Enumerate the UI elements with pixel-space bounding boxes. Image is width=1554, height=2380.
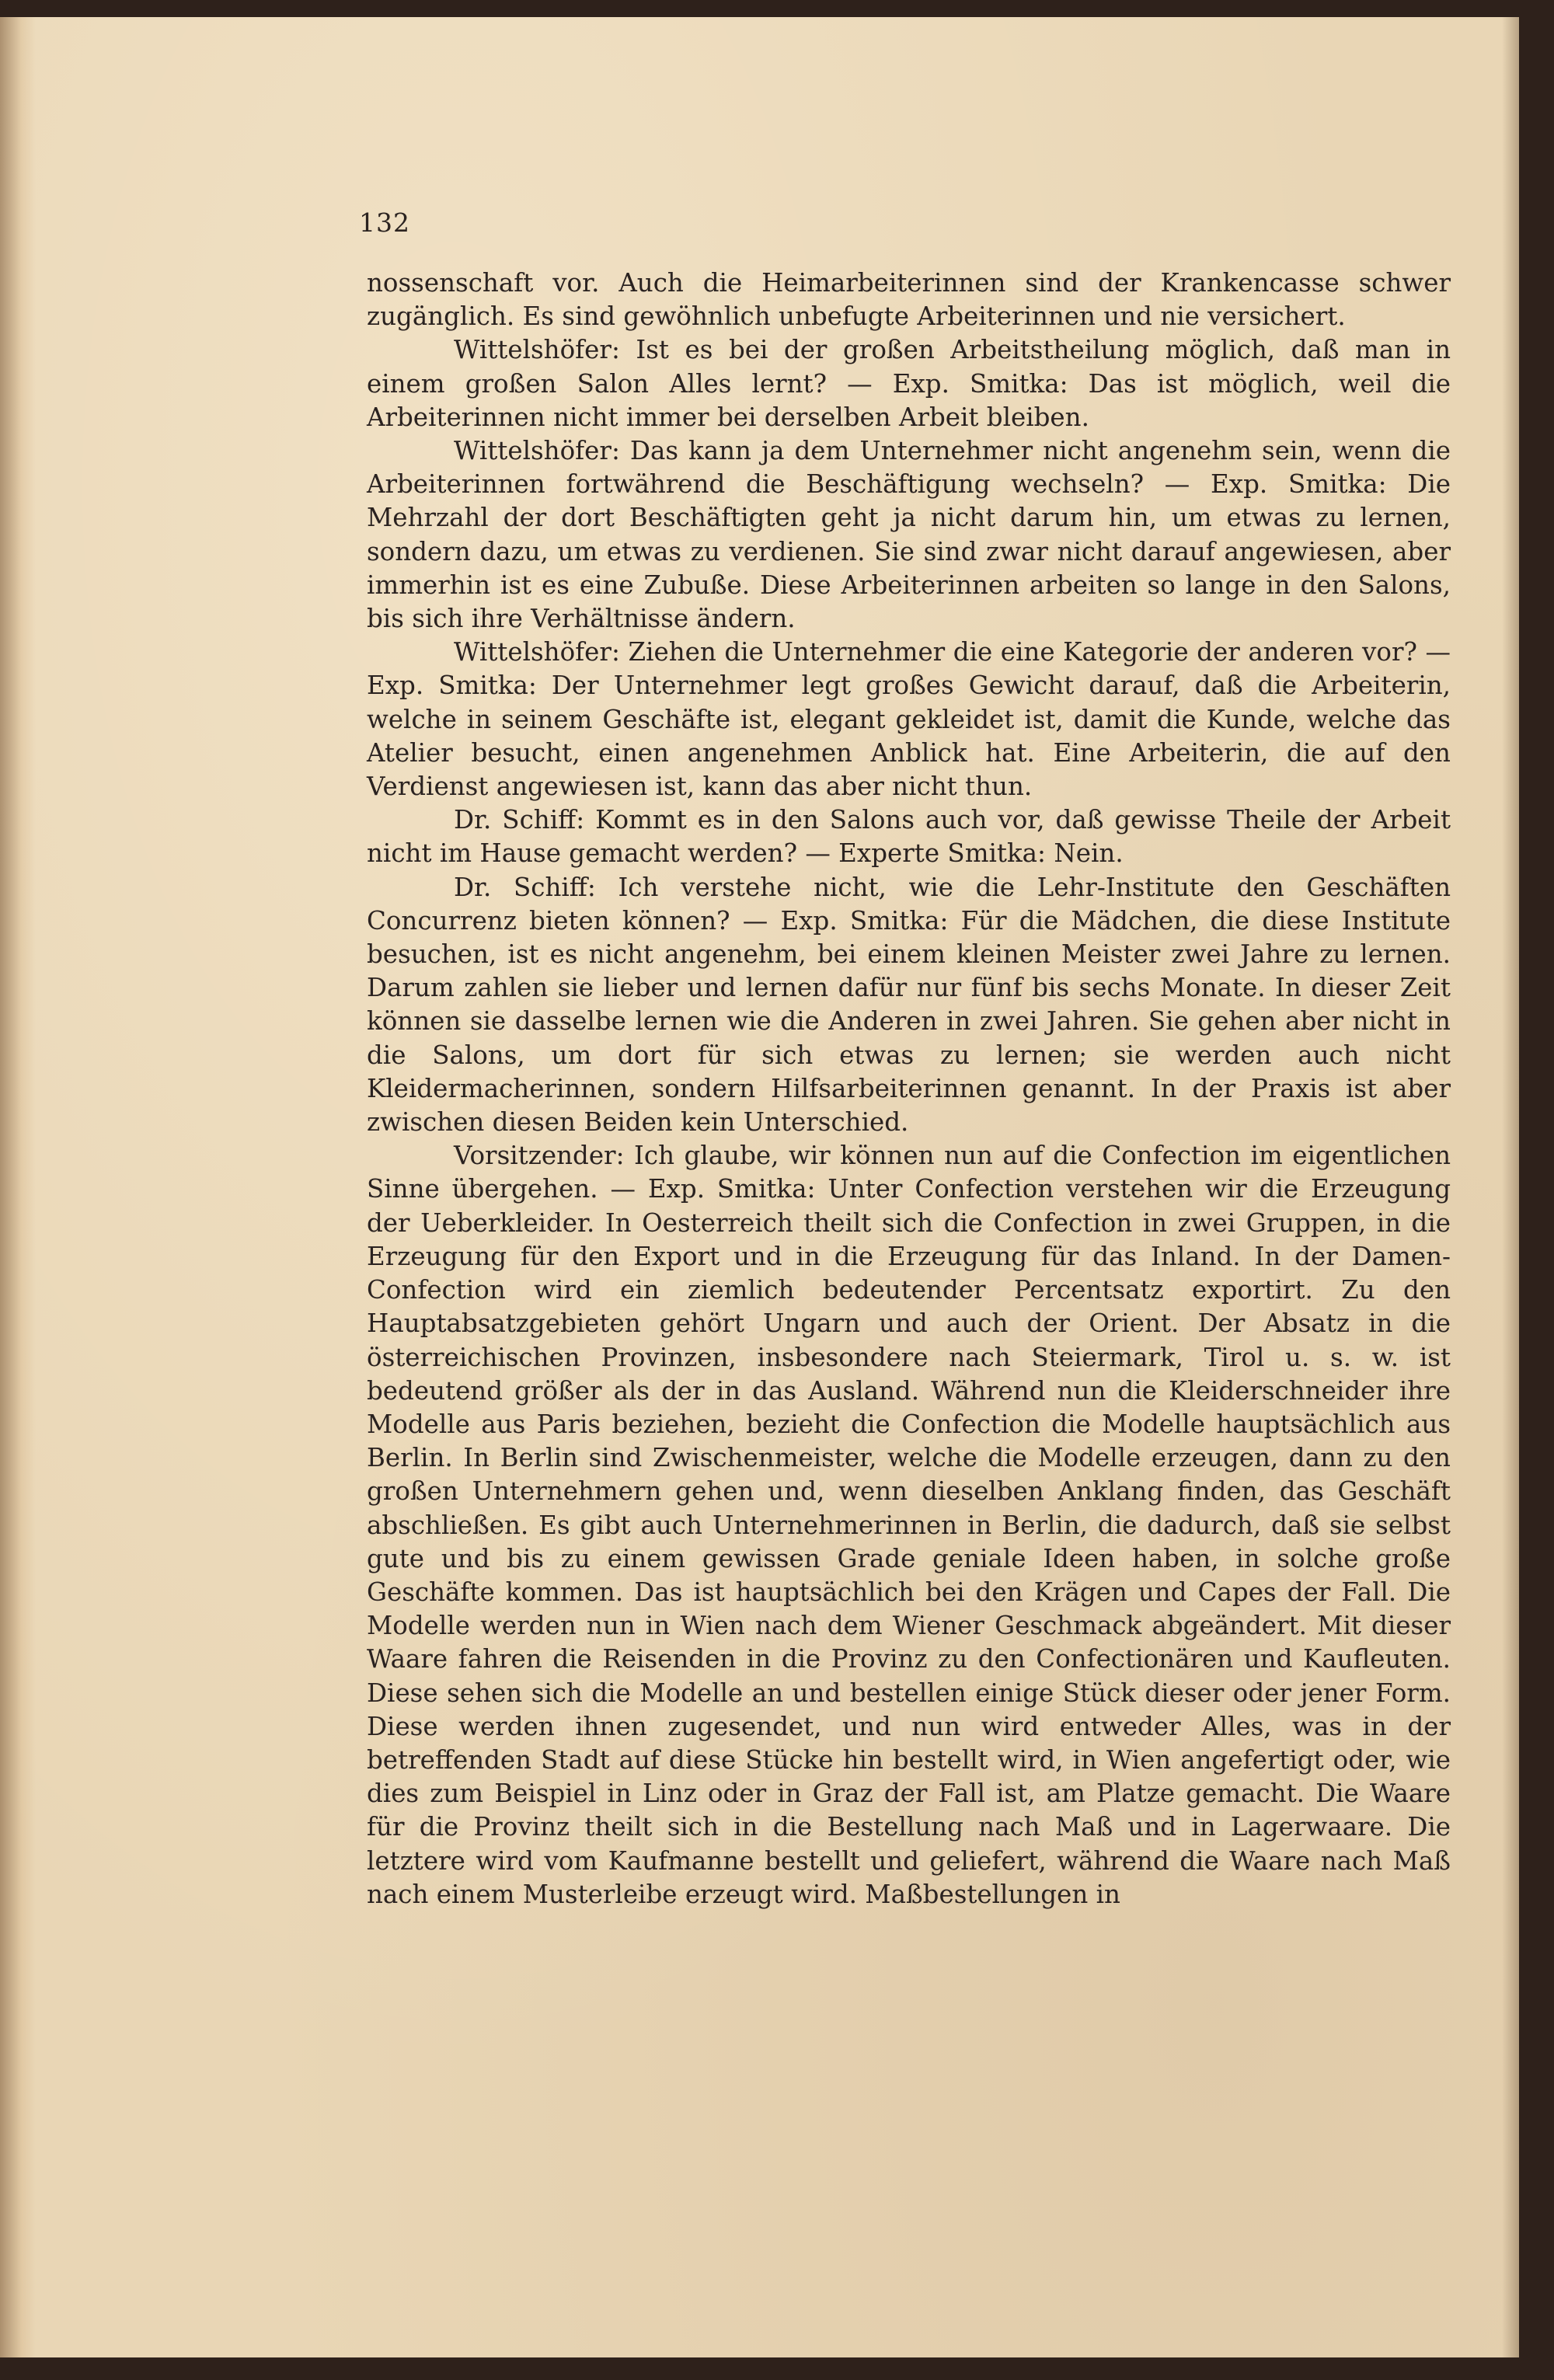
paragraph: Wittelshöfer: Ist es bei der großen Arbeitstheilung möglich, daß man in einem großen Salon Alles lernt? — Exp. Smitka: Das ist möglich, weil die Arbeiterinnen nicht immer bei derselben Arbeit bleiben. bbox=[367, 335, 1451, 432]
binding-shadow bbox=[0, 17, 36, 2357]
page-edge bbox=[1502, 17, 1519, 2357]
paragraph: nossenschaft vor. Auch die Heimarbeiterinnen sind der Krankencasse schwer zugänglich. Es sind gewöhnlich unbefugte Arbeiterinnen und nie versichert. bbox=[367, 268, 1451, 332]
body-text bbox=[367, 267, 1451, 1911]
paragraph: Vorsitzender: Ich glaube, wir können nun auf die Confection im eigentlichen Sinne übergehen. — Exp. Smitka: Unter Confection verstehen wir die Erzeugung der Ueberkleider. In Oesterreich theilt sich die Confection in zwei Gruppen, in die Erzeugung für den Export und in die Erzeugung für das Inland. In der Damen-Confection wird ein ziemlich bedeutender Percentsatz exportirt. Zu den Hauptabsatzgebieten gehört Ungarn und auch der Orient. Der Absatz in die österreichischen Provinzen, insbesondere nach Steiermark, Tirol u. s. w. ist bedeutend größer als der in das Ausland. Während nun die Kleiderschneider ihre Modelle aus Paris beziehen, bezieht die Confection die Modelle hauptsächlich aus Berlin. In Berlin sind Zwischenmeister, welche die Modelle erzeugen, dann zu den großen Unternehmern gehen und, wenn dieselben Anklang finden, das Geschäft abschließen. Es gibt auch Unternehmerinnen in Berlin, die dadurch, daß sie selbst gute und bis zu einem gewissen Grade geniale Ideen haben, in solche große Geschäfte kommen. Das ist hauptsächlich bei den Krägen und Capes der Fall. Die Modelle werden nun in Wien nach dem Wiener Geschmack abgeändert. Mit dieser Waare fahren die Reisenden in die Provinz zu den Confectionären und Kaufleuten. Diese sehen sich die Modelle an und bestellen einige Stück dieser oder jener Form. Diese werden ihnen zugesendet, und nun wird entweder Alles, was in der betreffenden Stadt auf diese Stücke hin bestellt wird, in Wien angefertigt oder, wie dies zum Beispiel in Linz oder in Graz der Fall ist, am Platze gemacht. Die Waare für die Provinz theilt sich in die Bestellung nach Maß und in Lagerwaare. Die letztere wird vom Kaufmanne bestellt und geliefert, während die Waare nach Maß nach einem Musterleibe erzeugt wird. Maßbestellungen in bbox=[367, 1141, 1451, 1909]
page-number: 132 bbox=[359, 207, 410, 238]
paragraph: Dr. Schiff: Kommt es in den Salons auch vor, daß gewisse Theile der Arbeit nicht im Hause gemacht werden? — Experte Smitka: Nein. bbox=[367, 805, 1451, 869]
paragraph: Wittelshöfer: Das kann ja dem Unternehmer nicht angenehm sein, wenn die Arbeiterinnen fortwährend die Beschäftigung wechseln? — Exp. Smitka: Die Mehrzahl der dort Beschäftigten geht ja nicht darum hin, um etwas zu lernen, sondern dazu, um etwas zu verdienen. Sie sind zwar nicht darauf angewiesen, aber immerhin ist es eine Zubuße. Diese Arbeiterinnen arbeiten so lange in den Salons, bis sich ihre Verhältnisse ändern. bbox=[367, 436, 1451, 634]
paragraph: Dr. Schiff: Ich verstehe nicht, wie die Lehr-Institute den Geschäften Concurrenz bieten können? — Exp. Smitka: Für die Mädchen, die diese Institute besuchen, ist es nicht angenehm, bei einem kleinen Meister zwei Jahre zu lernen. Darum zahlen sie lieber und lernen dafür nur fünf bis sechs Monate. In dieser Zeit können sie dasselbe lernen wie die Anderen in zwei Jahren. Sie gehen aber nicht in die Salons, um dort für sich etwas zu lernen; sie werden auch nicht Kleidermacherinnen, sondern Hilfsarbeiterinnen genannt. In der Praxis ist aber zwischen diesen Beiden kein Unterschied. bbox=[367, 872, 1451, 1138]
paragraph: Wittelshöfer: Ziehen die Unternehmer die eine Kategorie der anderen vor? — Exp. Smitka: Der Unternehmer legt großes Gewicht darauf, daß die Arbeiterin, welche in seinem Geschäfte ist, elegant gekleidet ist, damit die Kunde, welche das Atelier besucht, einen angenehmen Anblick hat. Eine Arbeiterin, die auf den Verdienst angewiesen ist, kann das aber nicht thun. bbox=[367, 637, 1451, 802]
paper-page bbox=[0, 17, 1519, 2357]
